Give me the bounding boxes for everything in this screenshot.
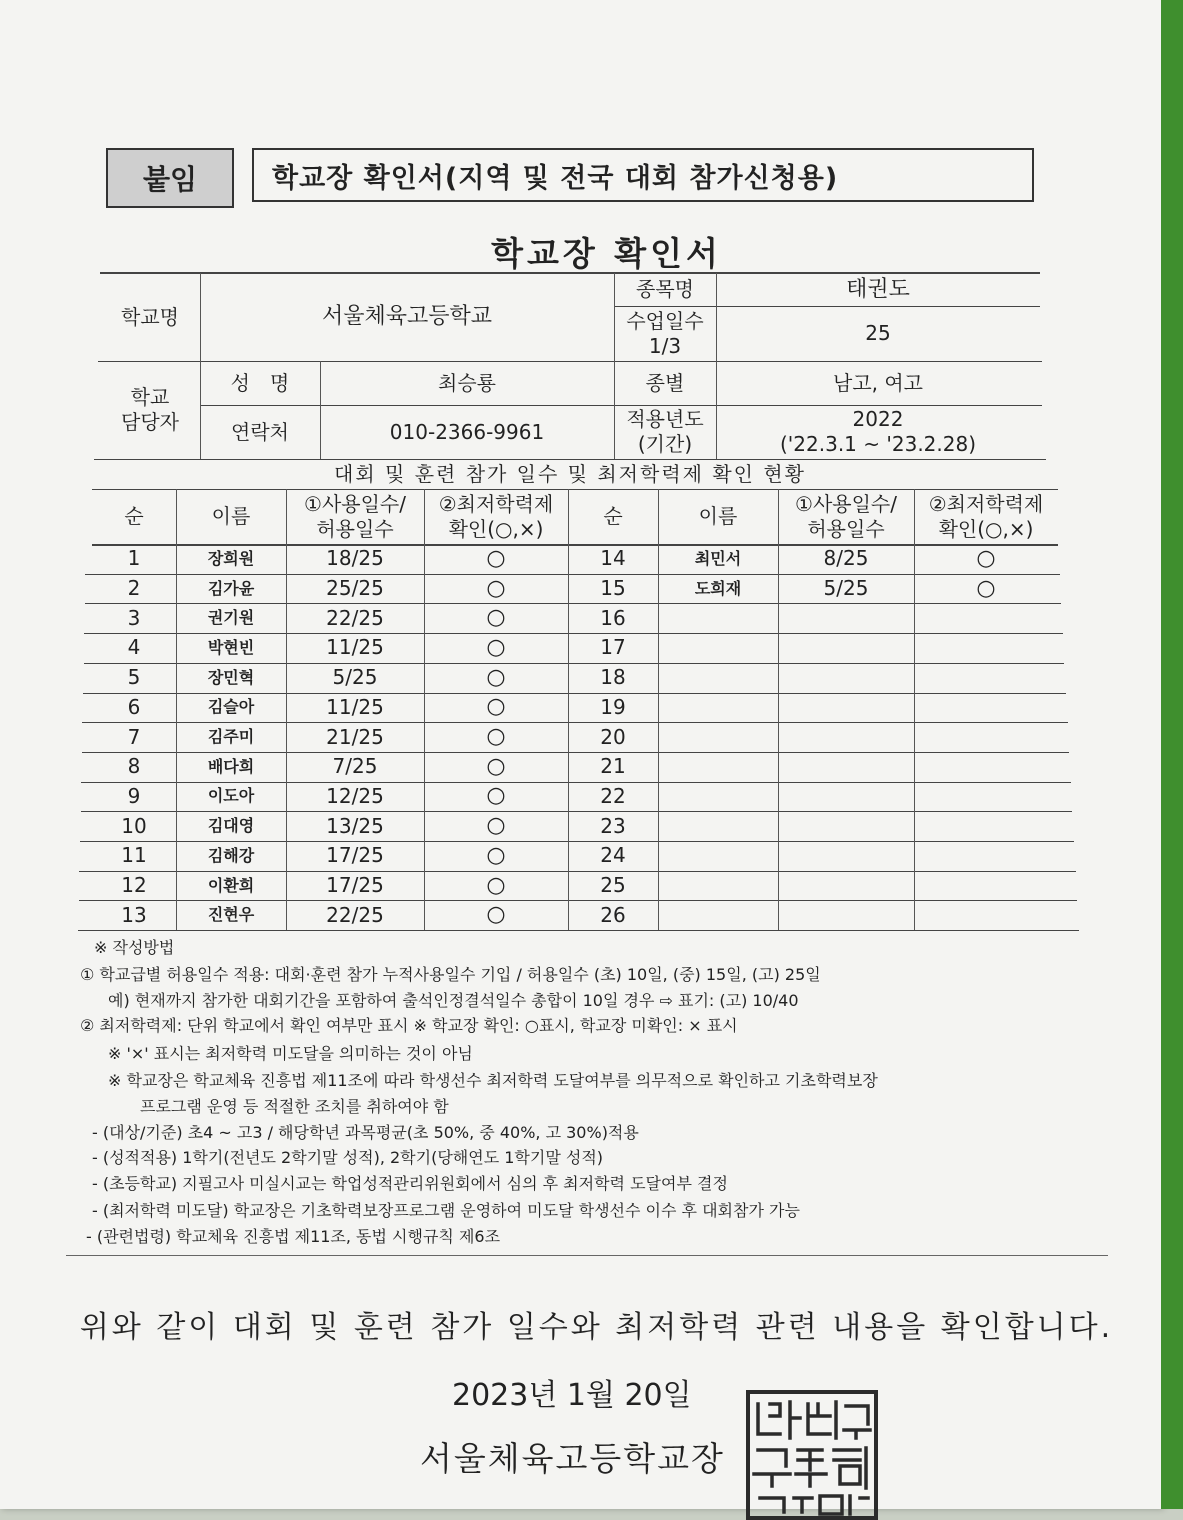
check-circle: ○ bbox=[486, 575, 506, 601]
min-academic-check bbox=[424, 782, 568, 812]
student-name bbox=[658, 693, 778, 723]
row-number: 23 bbox=[600, 813, 626, 838]
student-name: 장민혁 bbox=[207, 667, 255, 687]
status-title: 대회 및 훈련 참가 일수 및 최저학력제 확인 현황 bbox=[334, 461, 806, 486]
header-used-days-line1: ①사용일수/ bbox=[795, 491, 897, 516]
row-number: 18 bbox=[600, 665, 626, 690]
header-name: 이름 bbox=[698, 504, 738, 528]
min-academic-check bbox=[914, 603, 1058, 633]
used-days: 11/25 bbox=[326, 694, 384, 719]
student-name bbox=[658, 811, 778, 841]
contact-value: 010-2366-9961 bbox=[389, 419, 545, 444]
student-name: 김주미 bbox=[207, 727, 255, 747]
header-no: 순 bbox=[124, 504, 144, 528]
row-number: 21 bbox=[600, 754, 626, 779]
student-name bbox=[658, 663, 778, 693]
used-days: 21/25 bbox=[326, 724, 384, 749]
row-number: 1 bbox=[127, 546, 141, 571]
used-days: 22/25 bbox=[326, 902, 384, 927]
check-circle: ○ bbox=[486, 902, 506, 928]
student-name: 최민서 bbox=[694, 548, 742, 568]
min-academic-check bbox=[424, 841, 568, 871]
student-name bbox=[658, 633, 778, 663]
student-name bbox=[658, 603, 778, 633]
row-number: 15 bbox=[600, 576, 626, 601]
used-days bbox=[778, 900, 914, 930]
note-line: - (초등학교) 지필고사 미실시교는 학업성적관리위원회에서 심의 후 최저학력 도달여부 결정 bbox=[92, 1174, 728, 1193]
sport-value: 태권도 bbox=[846, 276, 910, 302]
min-academic-check bbox=[424, 633, 568, 663]
row-number: 12 bbox=[121, 873, 147, 898]
manager-label bbox=[100, 361, 200, 459]
category-label: 종별 bbox=[645, 370, 685, 395]
check-circle: ○ bbox=[976, 545, 996, 571]
header-min-academic-line1: ②최저학력제 bbox=[928, 491, 1044, 516]
min-academic-check bbox=[424, 603, 568, 633]
class-days-fraction: 1/3 bbox=[648, 333, 682, 358]
manager-label-line1: 학교 bbox=[130, 385, 170, 409]
min-academic-check bbox=[424, 544, 568, 574]
note-line: - (관련법령) 학교체육 진흥법 제11조, 동법 시행규칙 제6조 bbox=[86, 1227, 501, 1246]
used-days: 12/25 bbox=[326, 783, 384, 808]
row-number: 8 bbox=[127, 754, 141, 779]
used-days: 22/25 bbox=[326, 605, 384, 630]
notes-heading: ※ 작성방법 bbox=[94, 938, 175, 957]
min-academic-check bbox=[914, 544, 1058, 574]
notes-divider bbox=[66, 1255, 1108, 1256]
used-days bbox=[778, 633, 914, 663]
check-circle: ○ bbox=[486, 813, 506, 839]
student-name bbox=[658, 782, 778, 812]
used-days bbox=[778, 603, 914, 633]
row-number: 11 bbox=[121, 843, 147, 868]
used-days bbox=[778, 871, 914, 901]
principal-title: 서울체육고등학교장 bbox=[420, 1439, 725, 1478]
header-used-days bbox=[778, 489, 914, 544]
note-line: ※ 학교장은 학교체육 진흥법 제11조에 따라 학생선수 최저학력 도달여부를 의무적으로 확인하고 기초학력보장 bbox=[108, 1071, 878, 1090]
used-days: 11/25 bbox=[326, 635, 384, 660]
check-circle: ○ bbox=[486, 724, 506, 750]
document-title: 학교장 확인서 bbox=[491, 234, 722, 273]
student-name bbox=[658, 752, 778, 782]
school-name: 서울체육고등학교 bbox=[321, 304, 493, 330]
row-number: 4 bbox=[127, 635, 141, 660]
year-period: ('22.3.1 ~ '23.2.28) bbox=[779, 432, 977, 456]
min-academic-check bbox=[914, 871, 1058, 901]
check-circle: ○ bbox=[486, 753, 506, 779]
used-days bbox=[778, 693, 914, 723]
used-days: 13/25 bbox=[326, 813, 384, 838]
min-academic-check bbox=[914, 693, 1058, 723]
confirmation-text: 위와 같이 대회 및 훈련 참가 일수와 최저학력 관련 내용을 확인합니다. bbox=[79, 1310, 1114, 1345]
manager-label-line2: 담당자 bbox=[121, 410, 179, 434]
header-used-days-line1: ①사용일수/ bbox=[304, 491, 406, 516]
school-name-label: 학교명 bbox=[121, 304, 179, 329]
row-number: 14 bbox=[600, 546, 626, 571]
header-min-academic-line2: 확인(○,×) bbox=[938, 516, 1034, 541]
min-academic-check bbox=[914, 900, 1058, 930]
min-academic-check bbox=[424, 752, 568, 782]
year-number: 2022 bbox=[852, 407, 904, 431]
check-circle: ○ bbox=[486, 694, 506, 720]
min-academic-check bbox=[424, 900, 568, 930]
row-number: 5 bbox=[127, 665, 141, 690]
min-academic-check bbox=[914, 752, 1058, 782]
check-circle: ○ bbox=[486, 545, 506, 571]
header-title: 학교장 확인서(지역 및 전국 대회 참가신청용) bbox=[252, 148, 1034, 202]
min-academic-check bbox=[914, 574, 1058, 604]
used-days: 17/25 bbox=[326, 873, 384, 898]
class-days-label-text: 수업일수 bbox=[626, 308, 704, 333]
used-days bbox=[778, 782, 914, 812]
year-label-line2: (기간) bbox=[637, 432, 693, 456]
year-value bbox=[716, 405, 1040, 459]
used-days: 7/25 bbox=[332, 754, 378, 779]
student-name: 진현우 bbox=[207, 905, 255, 925]
row-number: 6 bbox=[127, 694, 141, 719]
student-name: 도희재 bbox=[694, 578, 742, 598]
header-used-days bbox=[286, 489, 424, 544]
row-number: 20 bbox=[600, 724, 626, 749]
row-number: 2 bbox=[127, 576, 141, 601]
used-days: 8/25 bbox=[823, 546, 869, 571]
used-days bbox=[778, 722, 914, 752]
student-name: 이환희 bbox=[207, 875, 255, 895]
row-number: 22 bbox=[600, 783, 626, 808]
student-name: 김대영 bbox=[207, 816, 255, 836]
row-number: 9 bbox=[127, 783, 141, 808]
check-circle: ○ bbox=[486, 664, 506, 690]
student-name: 이도아 bbox=[207, 786, 255, 806]
header-min-academic bbox=[424, 489, 568, 544]
seal-glyphs bbox=[750, 1394, 874, 1516]
used-days: 5/25 bbox=[823, 576, 869, 601]
row-number: 16 bbox=[600, 605, 626, 630]
header-name: 이름 bbox=[211, 504, 251, 528]
attachment-badge: 붙임 bbox=[106, 148, 234, 208]
used-days: 25/25 bbox=[326, 576, 384, 601]
min-academic-check bbox=[914, 663, 1058, 693]
student-name: 김가윤 bbox=[207, 578, 255, 598]
check-circle: ○ bbox=[976, 575, 996, 601]
used-days: 18/25 bbox=[326, 546, 384, 571]
student-name: 박현빈 bbox=[207, 637, 255, 657]
note-line: - (대상/기준) 초4 ~ 고3 / 해당학년 과목평균(초 50%, 중 40%, 고 30%)적용 bbox=[92, 1123, 639, 1142]
min-academic-check bbox=[914, 811, 1058, 841]
row-number: 24 bbox=[600, 843, 626, 868]
class-days-value: 25 bbox=[865, 321, 891, 345]
min-academic-check bbox=[914, 841, 1058, 871]
min-academic-check bbox=[424, 722, 568, 752]
category-value: 남고, 여고 bbox=[833, 370, 923, 395]
check-circle: ○ bbox=[486, 842, 506, 868]
desk-background bbox=[1161, 0, 1183, 1509]
student-name bbox=[658, 871, 778, 901]
note-line: - (최저학력 미도달) 학교장은 기초학력보장프로그램 운영하여 미도달 학생선수 이수 후 대회참가 가능 bbox=[92, 1201, 800, 1220]
year-label bbox=[614, 405, 716, 459]
min-academic-check bbox=[914, 633, 1058, 663]
check-circle: ○ bbox=[486, 605, 506, 631]
row-number: 10 bbox=[121, 813, 147, 838]
header-used-days-line2: 허용일수 bbox=[807, 516, 885, 541]
row-number: 17 bbox=[600, 635, 626, 660]
header-no: 순 bbox=[603, 504, 623, 528]
student-name: 김해강 bbox=[207, 845, 255, 865]
note-line: ① 학교급별 허용일수 적용: 대회·훈련 참가 누적사용일수 기입 / 허용일수 (초) 10일, (중) 15일, (고) 25일 bbox=[80, 965, 821, 984]
student-name: 배다희 bbox=[207, 756, 255, 776]
contact-label: 연락처 bbox=[231, 419, 289, 444]
used-days bbox=[778, 841, 914, 871]
table-line bbox=[78, 930, 1079, 931]
check-circle: ○ bbox=[486, 634, 506, 660]
used-days bbox=[778, 752, 914, 782]
min-academic-check bbox=[424, 693, 568, 723]
note-line: 예) 현재까지 참가한 대회기간을 포함하여 출석인정결석일수 총합이 10일 경우 ⇨ 표기: (고) 10/40 bbox=[108, 991, 799, 1010]
used-days: 17/25 bbox=[326, 843, 384, 868]
note-line: ※ '×' 표시는 최저학력 미도달을 의미하는 것이 아님 bbox=[108, 1044, 473, 1063]
student-name bbox=[658, 900, 778, 930]
row-number: 26 bbox=[600, 902, 626, 927]
row-number: 19 bbox=[600, 694, 626, 719]
issue-date: 2023년 1월 20일 bbox=[452, 1378, 692, 1413]
student-name bbox=[658, 722, 778, 752]
year-label-line1: 적용년도 bbox=[626, 407, 704, 431]
header-used-days-line2: 허용일수 bbox=[316, 516, 394, 541]
student-name: 권기원 bbox=[207, 608, 255, 628]
header-min-academic-line1: ②최저학력제 bbox=[438, 491, 554, 516]
note-line: - (성적적용) 1학기(전년도 2학기말 성적), 2학기(당해연도 1학기말 성적) bbox=[92, 1148, 604, 1167]
header-min-academic bbox=[914, 489, 1058, 544]
row-number: 13 bbox=[121, 902, 147, 927]
note-line: 프로그램 운영 등 적절한 조치를 취하여야 함 bbox=[140, 1097, 449, 1116]
used-days bbox=[778, 663, 914, 693]
row-number: 7 bbox=[127, 724, 141, 749]
min-academic-check bbox=[424, 574, 568, 604]
min-academic-check bbox=[424, 811, 568, 841]
used-days bbox=[778, 811, 914, 841]
sport-label: 종목명 bbox=[636, 277, 694, 301]
manager-name: 최승룡 bbox=[438, 370, 496, 395]
min-academic-check bbox=[914, 782, 1058, 812]
student-name bbox=[658, 841, 778, 871]
class-days-label bbox=[614, 306, 716, 361]
check-circle: ○ bbox=[486, 872, 506, 898]
min-academic-check bbox=[914, 722, 1058, 752]
student-name: 김슬아 bbox=[207, 697, 255, 717]
header-min-academic-line2: 확인(○,×) bbox=[448, 516, 544, 541]
used-days: 5/25 bbox=[332, 665, 378, 690]
min-academic-check bbox=[424, 871, 568, 901]
min-academic-check bbox=[424, 663, 568, 693]
student-name: 장희원 bbox=[207, 548, 255, 568]
check-circle: ○ bbox=[486, 783, 506, 809]
manager-name-label: 성 명 bbox=[230, 370, 290, 395]
row-number: 25 bbox=[600, 873, 626, 898]
note-line: ② 최저학력제: 단위 학교에서 확인 여부만 표시 ※ 학교장 확인: ○표시, 학교장 미확인: × 표시 bbox=[80, 1016, 738, 1035]
row-number: 3 bbox=[127, 605, 141, 630]
official-seal bbox=[746, 1390, 878, 1520]
